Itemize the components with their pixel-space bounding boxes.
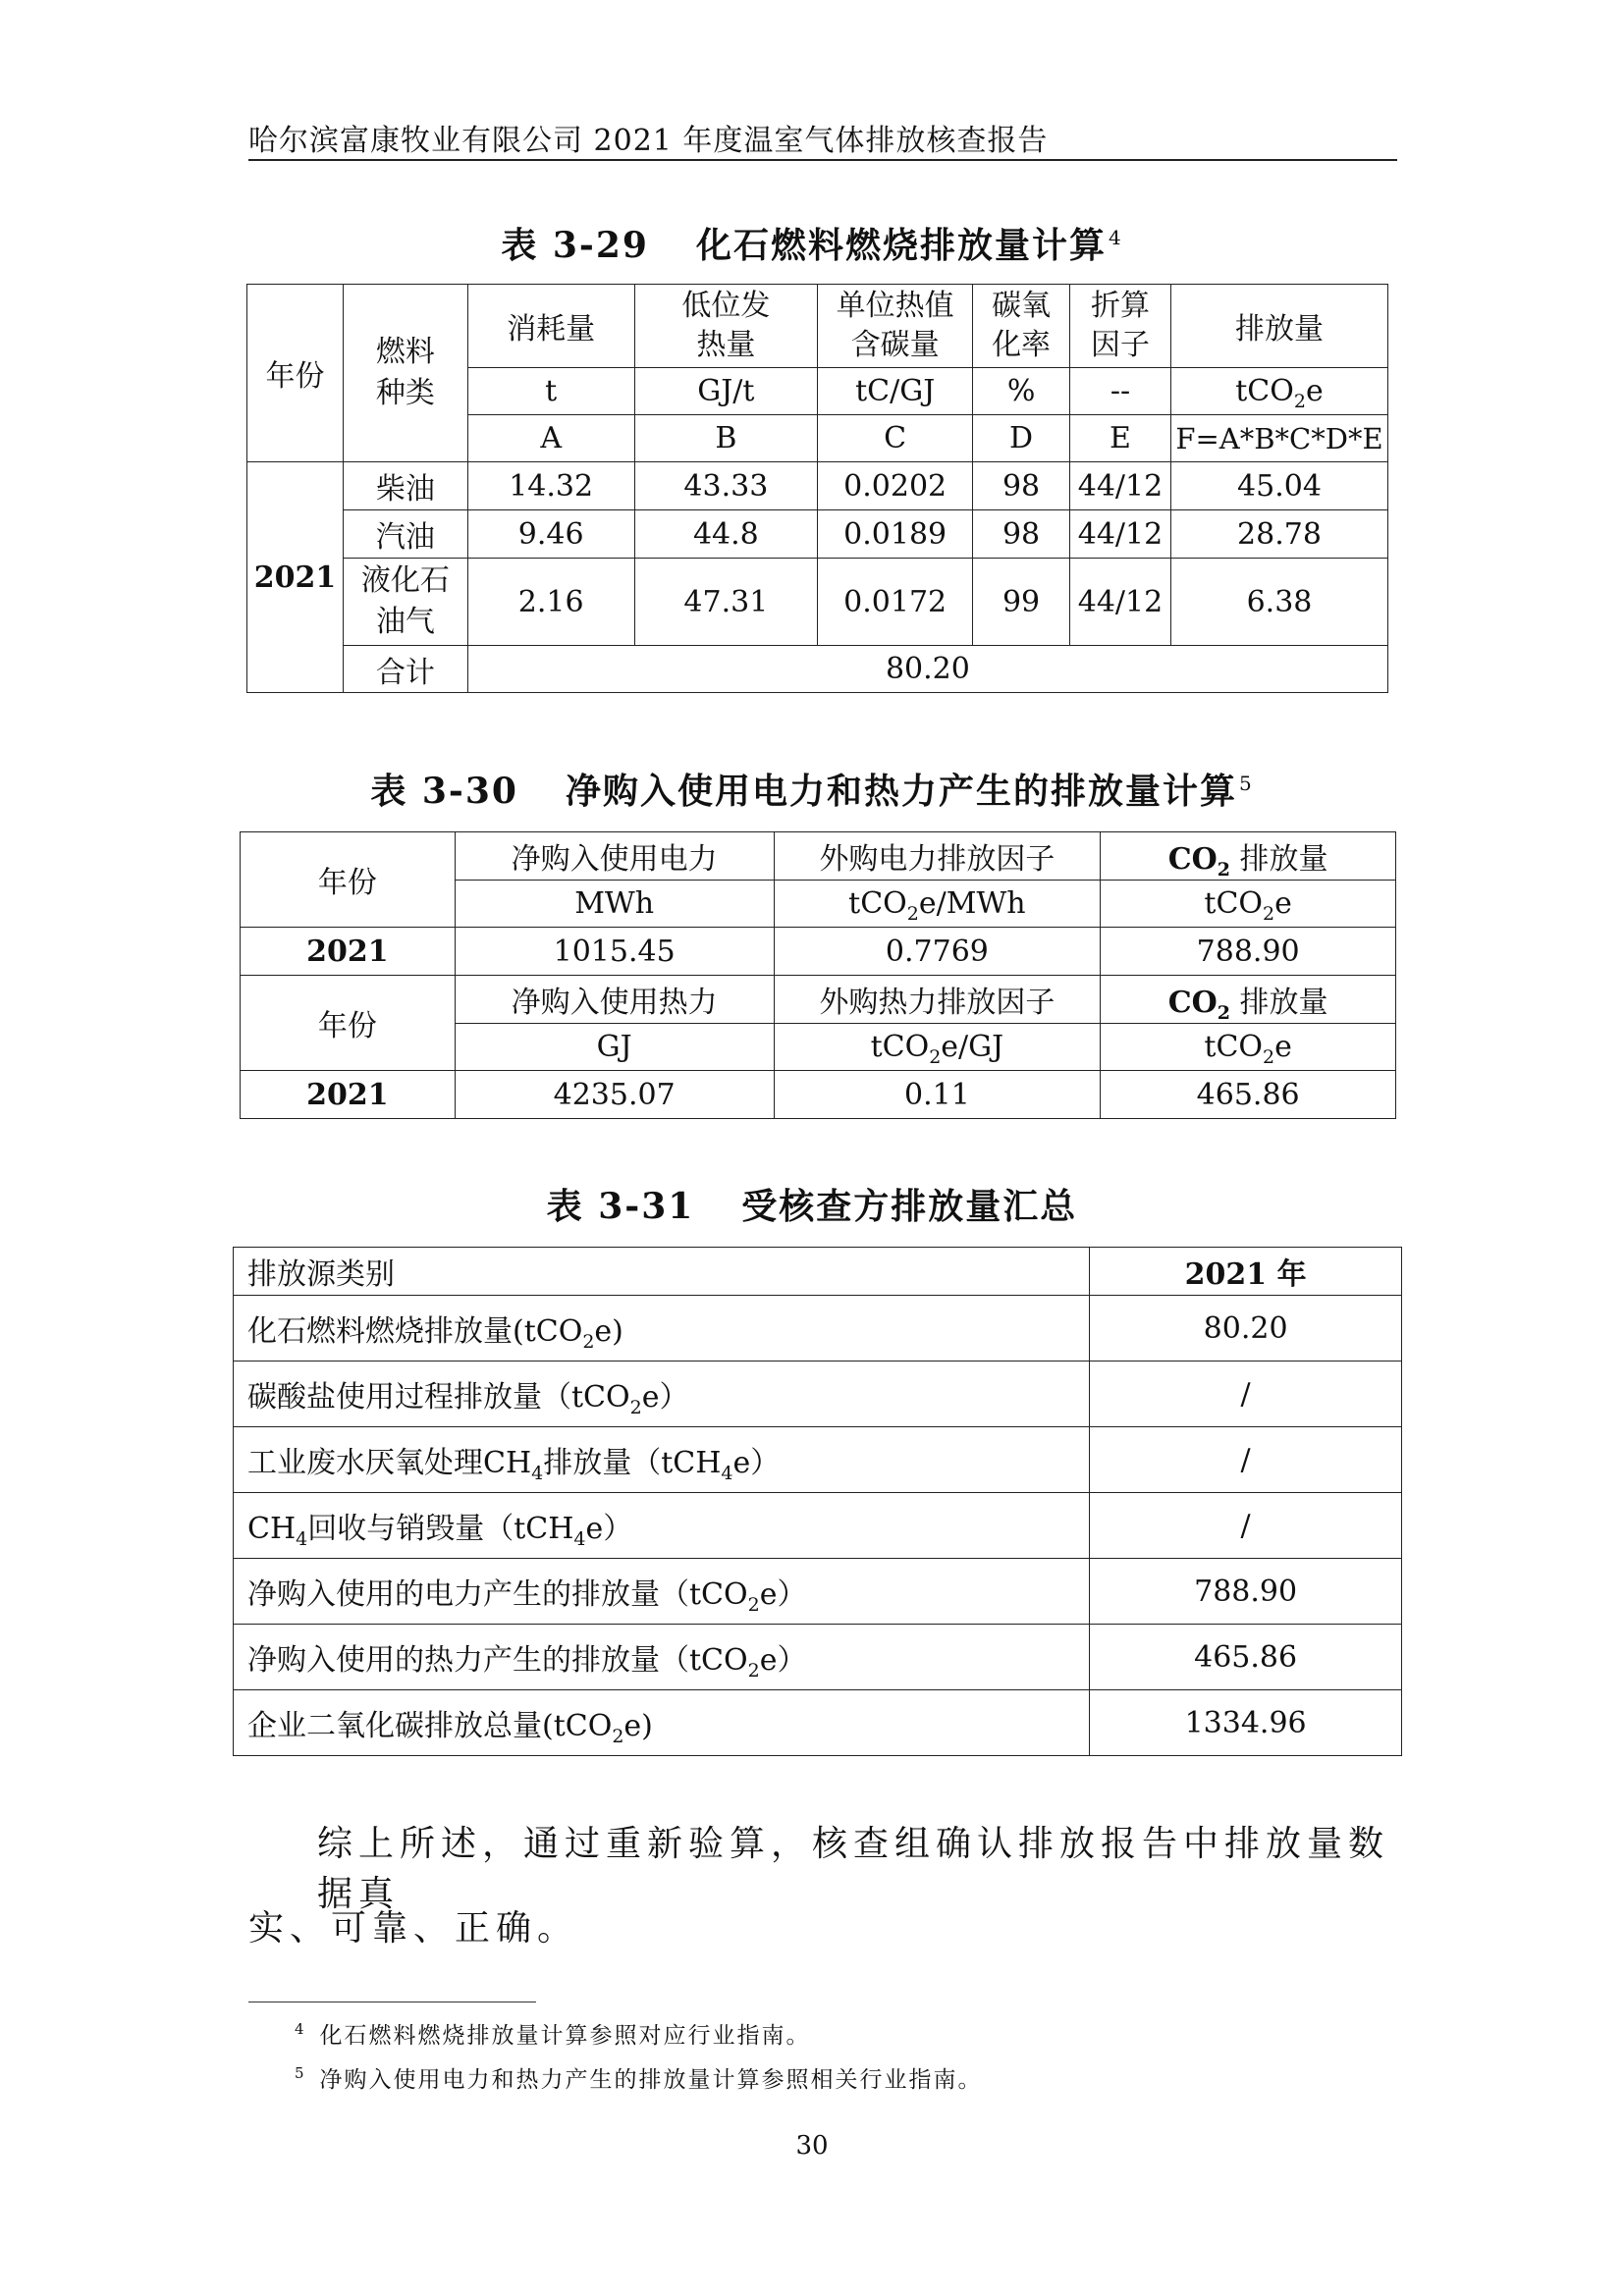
cell-conversion: 44/12 — [1070, 559, 1171, 646]
cell-emissions: 6.38 — [1170, 559, 1387, 646]
table-3-29 — [246, 284, 1388, 693]
table-row — [247, 510, 1388, 559]
header-carbon-content — [818, 285, 973, 368]
header-consumption: 消耗量 — [467, 285, 634, 368]
table-row — [247, 559, 1388, 646]
total-label: 合计 — [343, 646, 467, 693]
label-c: e） — [732, 1446, 781, 1480]
table-3-30-title: 净购入使用电力和热力产生的排放量计算 — [565, 771, 1237, 812]
cell-ncv: 43.33 — [634, 462, 818, 510]
unit-b: e — [1274, 886, 1292, 921]
cell-oxidation: 98 — [973, 510, 1070, 559]
table-row — [234, 1690, 1402, 1756]
cell-carbon-content: 0.0172 — [818, 559, 973, 646]
table-row — [234, 1427, 1402, 1493]
category-label — [234, 1625, 1090, 1690]
table-3-30 — [240, 831, 1396, 1119]
conclusion-line-2: 实、可靠、正确。 — [248, 1908, 579, 1949]
category-value: 788.90 — [1090, 1559, 1402, 1625]
footnote-ref-4: 4 — [1108, 226, 1123, 249]
header-fuel-type-text: 燃料种类 — [375, 335, 435, 410]
category-value: 465.86 — [1090, 1625, 1402, 1690]
co2-sub: 2 — [1217, 1002, 1230, 1024]
category-label — [234, 1296, 1090, 1362]
label-b: e） — [641, 1380, 689, 1415]
header-oxidation-rate — [973, 285, 1070, 368]
label-a: 净购入使用的电力产生的排放量（tCO — [247, 1577, 748, 1612]
electricity-factor-header: 外购电力排放因子 — [774, 832, 1101, 881]
electricity-value: 1015.45 — [455, 928, 774, 976]
header-fuel-type — [343, 285, 467, 462]
category-value: / — [1090, 1362, 1402, 1427]
unit-consumption: t — [467, 368, 634, 415]
header-oxidation-rate-text: 碳氧化率 — [992, 289, 1052, 362]
cell-ncv: 44.8 — [634, 510, 818, 559]
table-3-29-number: 表 3-29 — [501, 225, 649, 266]
label-d: D — [973, 415, 1070, 462]
header-carbon-content-text: 单位热值含碳量 — [836, 289, 954, 362]
electricity-factor-unit — [774, 881, 1101, 928]
label-a: 净购入使用的热力产生的排放量（tCO — [247, 1643, 748, 1678]
label-c: e） — [585, 1512, 633, 1546]
table-3-29-title: 化石燃料燃烧排放量计算 — [695, 225, 1107, 266]
unit-emissions-a: tCO — [1235, 374, 1294, 408]
label-b: e） — [759, 1643, 807, 1678]
fuel-name — [343, 559, 467, 646]
table-row — [234, 1493, 1402, 1559]
cell-carbon-content: 0.0202 — [818, 462, 973, 510]
table-3-30-number: 表 3-30 — [370, 771, 518, 812]
label-f: F=A*B*C*D*E — [1170, 415, 1387, 462]
label-sub: 2 — [747, 1594, 760, 1616]
fuel-name: 汽油 — [343, 510, 467, 559]
co2-sub: 2 — [1217, 859, 1230, 881]
label-sub: 4 — [531, 1463, 544, 1484]
cell-conversion: 44/12 — [1070, 462, 1171, 510]
heat-year: 2021 — [241, 1071, 456, 1119]
label-b: 回收与销毁量（tCH — [307, 1512, 574, 1546]
heat-emission-value: 465.86 — [1101, 1071, 1396, 1119]
cell-consumption: 9.46 — [467, 510, 634, 559]
table-3-31-caption — [0, 1179, 1624, 1229]
heat-factor-header: 外购热力排放因子 — [774, 976, 1101, 1024]
footnote-5 — [295, 2061, 983, 2094]
footnote-mark: 5 — [295, 2064, 306, 2083]
label-b: e) — [623, 1709, 653, 1743]
unit-sub: 2 — [1263, 1046, 1275, 1068]
table-3-31-title: 受核查方排放量汇总 — [741, 1186, 1078, 1227]
unit-a: tCO — [848, 886, 907, 921]
label-a: 碳酸盐使用过程排放量（tCO — [247, 1380, 630, 1415]
heat-emission-header — [1101, 976, 1396, 1024]
footnote-text: 化石燃料燃烧排放量计算参照对应行业指南。 — [319, 2023, 811, 2049]
footnote-4 — [295, 2017, 811, 2050]
table-3-31 — [233, 1247, 1402, 1756]
label-sub: 4 — [296, 1528, 308, 1550]
unit-a: tCO — [1204, 886, 1263, 921]
table-row — [234, 1625, 1402, 1690]
label-sub: 2 — [582, 1331, 595, 1353]
header-emissions: 排放量 — [1170, 285, 1387, 368]
heat-factor-value: 0.11 — [774, 1071, 1101, 1119]
unit-b: e — [1274, 1030, 1292, 1064]
co2-text: CO — [1167, 842, 1218, 877]
category-label — [234, 1559, 1090, 1625]
unit-b: e/GJ — [941, 1030, 1004, 1064]
header-year: 年份 — [247, 285, 344, 462]
unit-ncv: GJ/t — [634, 368, 818, 415]
co2-text: CO — [1167, 986, 1218, 1020]
footnote-mark: 4 — [295, 2020, 306, 2039]
header-emission-category: 排放源类别 — [234, 1248, 1090, 1296]
category-value: 1334.96 — [1090, 1690, 1402, 1756]
page-number: 30 — [795, 2131, 829, 2161]
table-3-29-caption — [0, 218, 1624, 268]
emission-text: 排放量 — [1229, 986, 1328, 1020]
electricity-unit: MWh — [455, 881, 774, 928]
cell-consumption: 14.32 — [467, 462, 634, 510]
unit-b: e/MWh — [918, 886, 1026, 921]
conclusion-line-1: 综上所述，通过重新验算，核查组确认排放报告中排放量数据真 — [317, 1824, 1390, 1914]
header-ncv-text: 低位发热量 — [681, 289, 771, 362]
header-conversion-factor — [1070, 285, 1171, 368]
header-rule — [248, 159, 1397, 161]
heat-unit: GJ — [455, 1024, 774, 1071]
heat-purchased-header: 净购入使用热力 — [455, 976, 774, 1024]
table-3-31-number: 表 3-31 — [546, 1186, 695, 1227]
electricity-emission-header — [1101, 832, 1396, 881]
heat-emission-unit — [1101, 1024, 1396, 1071]
cell-emissions: 45.04 — [1170, 462, 1387, 510]
electricity-year-header: 年份 — [241, 832, 456, 928]
electricity-factor-value: 0.7769 — [774, 928, 1101, 976]
label-a: CH — [247, 1512, 297, 1546]
footnote-text: 净购入使用电力和热力产生的排放量计算参照相关行业指南。 — [319, 2067, 983, 2093]
cell-carbon-content: 0.0189 — [818, 510, 973, 559]
unit-conversion: -- — [1070, 368, 1171, 415]
label-a: 化石燃料燃烧排放量(tCO — [247, 1314, 583, 1349]
table-row — [241, 1071, 1396, 1119]
label-sub: 2 — [747, 1660, 760, 1682]
header-conversion-factor-text: 折算因子 — [1090, 289, 1150, 362]
label-a: 工业废水厌氧处理CH — [247, 1446, 532, 1480]
electricity-emission-unit — [1101, 881, 1396, 928]
label-e: E — [1070, 415, 1171, 462]
unit-a: tCO — [1204, 1030, 1263, 1064]
header-ncv — [634, 285, 818, 368]
unit-sub: 2 — [906, 903, 919, 925]
table-row — [234, 1362, 1402, 1427]
heat-value: 4235.07 — [455, 1071, 774, 1119]
cell-ncv: 47.31 — [634, 559, 818, 646]
unit-sub: 2 — [1263, 903, 1275, 925]
label-b: e） — [759, 1577, 807, 1612]
cell-consumption: 2.16 — [467, 559, 634, 646]
table-row — [234, 1296, 1402, 1362]
unit-emissions — [1170, 368, 1387, 415]
cell-oxidation: 98 — [973, 462, 1070, 510]
heat-year-header: 年份 — [241, 976, 456, 1071]
unit-oxidation: % — [973, 368, 1070, 415]
table-row — [234, 1559, 1402, 1625]
category-value: / — [1090, 1427, 1402, 1493]
heat-factor-unit — [774, 1024, 1101, 1071]
header-year-2021: 2021 年 — [1090, 1248, 1402, 1296]
table-row — [247, 462, 1388, 510]
label-a: A — [467, 415, 634, 462]
table-row — [241, 928, 1396, 976]
label-c: C — [818, 415, 973, 462]
unit-a: tCO — [870, 1030, 930, 1064]
category-label — [234, 1427, 1090, 1493]
row-year: 2021 — [247, 462, 344, 693]
unit-emissions-b: e — [1305, 374, 1324, 408]
label-sub2: 4 — [721, 1463, 733, 1484]
label-sub: 2 — [612, 1726, 624, 1747]
label-b: e) — [594, 1314, 623, 1349]
category-label — [234, 1493, 1090, 1559]
category-label — [234, 1362, 1090, 1427]
category-label — [234, 1690, 1090, 1756]
unit-carbon-content: tC/GJ — [818, 368, 973, 415]
unit-sub: 2 — [929, 1046, 942, 1068]
emission-text: 排放量 — [1229, 842, 1328, 877]
unit-emissions-sub: 2 — [1293, 391, 1306, 412]
label-b: 排放量（tCH — [543, 1446, 722, 1480]
fuel-name: 柴油 — [343, 462, 467, 510]
label-b: B — [634, 415, 818, 462]
total-value: 80.20 — [467, 646, 1387, 693]
footnote-ref-5: 5 — [1238, 772, 1254, 795]
cell-emissions: 28.78 — [1170, 510, 1387, 559]
electricity-year: 2021 — [241, 928, 456, 976]
label-sub2: 4 — [573, 1528, 586, 1550]
category-value: / — [1090, 1493, 1402, 1559]
electricity-purchased-header: 净购入使用电力 — [455, 832, 774, 881]
total-row — [247, 646, 1388, 693]
page-header: 哈尔滨富康牧业有限公司 2021 年度温室气体排放核查报告 — [248, 124, 1049, 158]
cell-oxidation: 99 — [973, 559, 1070, 646]
label-sub: 2 — [629, 1397, 642, 1418]
category-value: 80.20 — [1090, 1296, 1402, 1362]
table-3-30-caption — [0, 764, 1624, 814]
electricity-emission-value: 788.90 — [1101, 928, 1396, 976]
fuel-name-text: 液化石油气 — [360, 563, 450, 639]
label-a: 企业二氧化碳排放总量(tCO — [247, 1709, 613, 1743]
cell-conversion: 44/12 — [1070, 510, 1171, 559]
